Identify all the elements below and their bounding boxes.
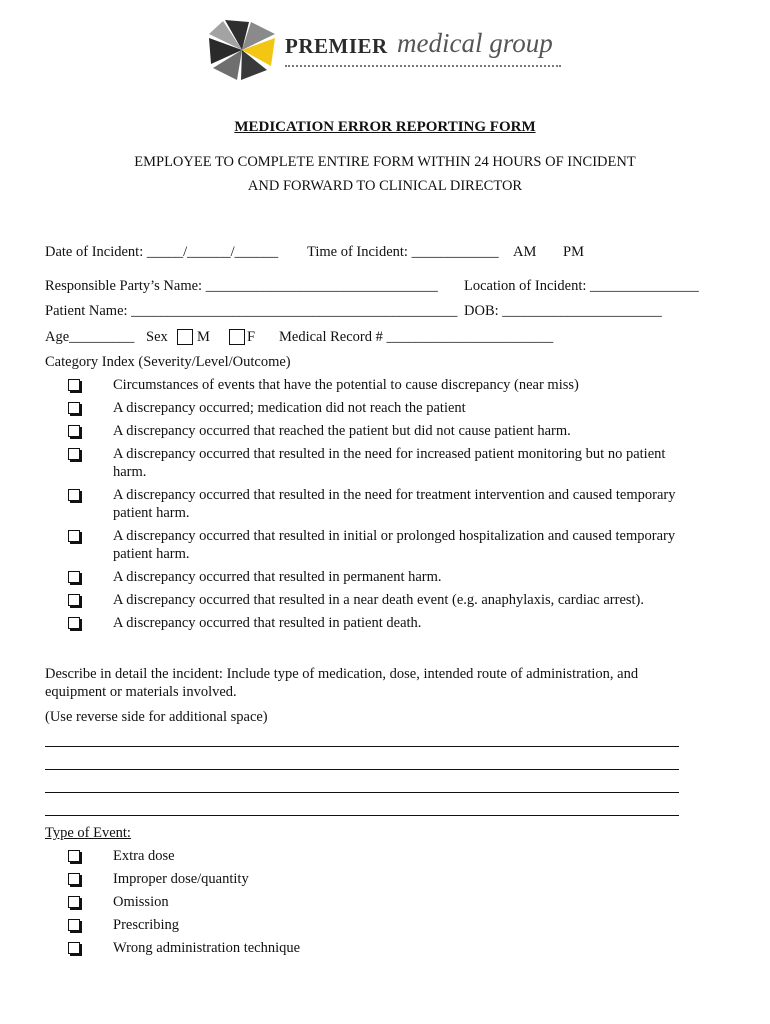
event-type-label: Improper dose/quantity — [113, 871, 249, 887]
category-label-continued: patient harm. — [113, 505, 190, 521]
description-line[interactable] — [45, 792, 679, 793]
sex-male-label: M — [197, 329, 210, 345]
category-checkbox[interactable] — [68, 594, 80, 606]
description-line[interactable] — [45, 815, 679, 816]
location-of-incident-field[interactable]: Location of Incident: _______________ — [464, 278, 699, 294]
event-type-checkbox[interactable] — [68, 919, 80, 931]
logo-medical-group-text: medical group — [397, 28, 553, 58]
category-label: A discrepancy occurred that resulted in the need for increased patient monitoring but no patient — [113, 446, 666, 462]
category-label: A discrepancy occurred that reached the patient but did not cause patient harm. — [113, 423, 571, 439]
category-label-continued: harm. — [113, 464, 147, 480]
sex-female-checkbox[interactable] — [229, 329, 245, 345]
category-heading: Category Index (Severity/Level/Outcome) — [45, 354, 291, 370]
description-line[interactable] — [45, 746, 679, 747]
describe-instructions-line-1: Describe in detail the incident: Include type of medication, dose, intended route of administration, and — [45, 666, 639, 682]
category-checkbox[interactable] — [68, 379, 80, 391]
dob-field[interactable]: DOB: ______________________ — [464, 303, 662, 319]
age-field[interactable]: Age_________ — [45, 329, 135, 345]
category-label: A discrepancy occurred that resulted in a near death event (e.g. anaphylaxis, cardiac arrest). — [113, 592, 645, 608]
describe-note: (Use reverse side for additional space) — [45, 709, 268, 725]
sex-label: Sex — [146, 329, 168, 345]
category-label: A discrepancy occurred that resulted in the need for treatment intervention and caused temporary — [113, 487, 676, 503]
event-type-label: Extra dose — [113, 848, 175, 864]
category-label: Circumstances of events that have the potential to cause discrepancy (near miss) — [113, 377, 579, 393]
category-checkbox[interactable] — [68, 489, 80, 501]
subtitle-line-2: AND FORWARD TO CLINICAL DIRECTOR — [247, 178, 523, 194]
pinwheel-logo-icon — [205, 18, 279, 82]
category-checkbox[interactable] — [68, 448, 80, 460]
description-line[interactable] — [45, 769, 679, 770]
category-checkbox[interactable] — [68, 617, 80, 629]
sex-male-checkbox[interactable] — [177, 329, 193, 345]
pm-option[interactable]: PM — [563, 244, 584, 260]
patient-name-field[interactable]: Patient Name: _____________________________________________ — [45, 303, 458, 319]
am-option[interactable]: AM — [513, 244, 537, 260]
form-title: MEDICATION ERROR REPORTING FORM — [234, 119, 536, 135]
sex-female-label: F — [247, 329, 256, 345]
category-label: A discrepancy occurred that resulted in initial or prolonged hospitalization and caused temporary — [113, 528, 676, 544]
company-logo — [205, 18, 565, 82]
medical-record-field[interactable]: Medical Record # _______________________ — [279, 329, 554, 345]
logo-dotted-rule — [285, 65, 561, 67]
event-type-label: Prescribing — [113, 917, 180, 933]
category-label-continued: patient harm. — [113, 546, 190, 562]
date-of-incident-field[interactable]: Date of Incident: _____/______/______ — [45, 244, 279, 260]
event-type-checkbox[interactable] — [68, 942, 80, 954]
event-type-checkbox[interactable] — [68, 896, 80, 908]
event-type-checkbox[interactable] — [68, 873, 80, 885]
type-of-event-heading: Type of Event: — [45, 825, 131, 841]
event-type-label: Wrong administration technique — [113, 940, 301, 956]
category-checkbox[interactable] — [68, 530, 80, 542]
category-label: A discrepancy occurred that resulted in patient death. — [113, 615, 422, 631]
time-of-incident-field[interactable]: Time of Incident: ____________ — [307, 244, 499, 260]
responsible-party-field[interactable]: Responsible Party’s Name: ________________________________ — [45, 278, 438, 294]
category-label: A discrepancy occurred that resulted in permanent harm. — [113, 569, 442, 585]
category-checkbox[interactable] — [68, 571, 80, 583]
category-checkbox[interactable] — [68, 425, 80, 437]
event-type-checkbox[interactable] — [68, 850, 80, 862]
category-label: A discrepancy occurred; medication did not reach the patient — [113, 400, 466, 416]
event-type-label: Omission — [113, 894, 169, 910]
describe-instructions-line-2: equipment or materials involved. — [45, 684, 237, 700]
logo-premier-text: PREMIER — [285, 34, 388, 58]
subtitle-line-1: EMPLOYEE TO COMPLETE ENTIRE FORM WITHIN 24 HOURS OF INCIDENT — [134, 154, 636, 170]
category-checkbox[interactable] — [68, 402, 80, 414]
